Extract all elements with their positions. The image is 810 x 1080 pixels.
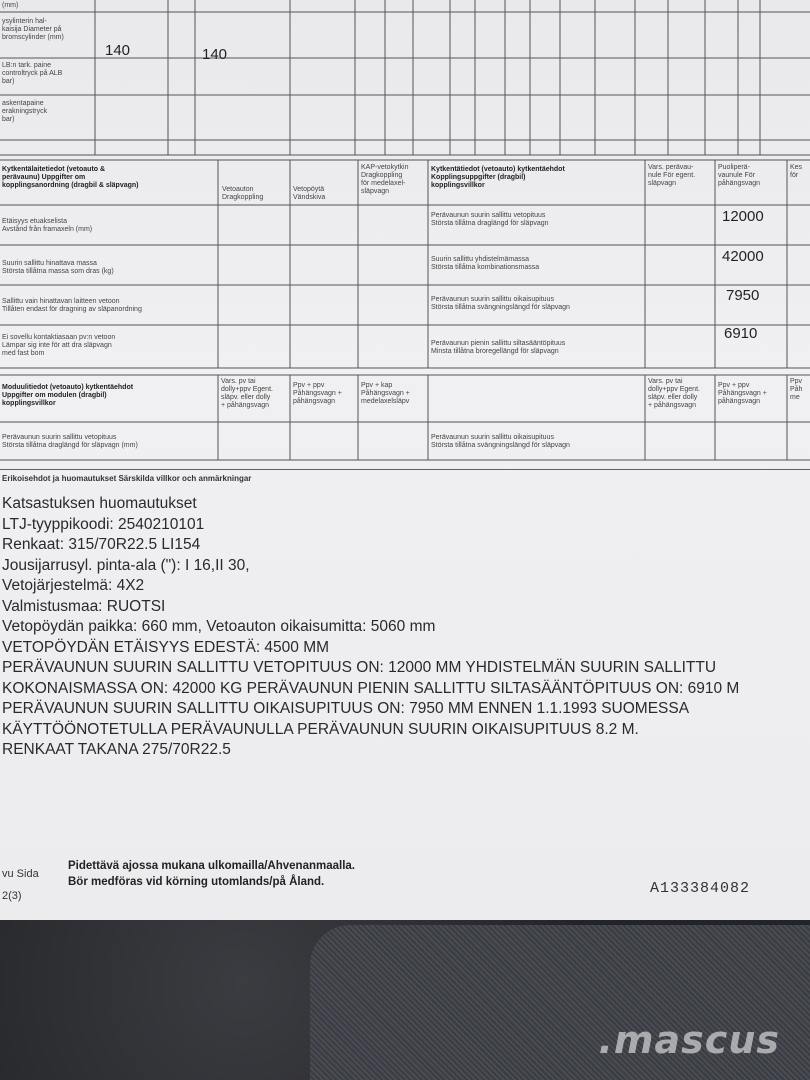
module-col-c: Ppv + kap Påhängsvagn + medelaxelsläpv (361, 382, 410, 405)
col-header-vetopyta: Vetopöytä Vändskiva (293, 186, 326, 201)
coupling-row-4-label: Ei sovellu kontaktiasaan pv:n vetoon Lämpar sig inte för att dra släpvagn med fast bom (2, 334, 116, 357)
col-header-veto: Vetoauton Dragkoppling (222, 186, 264, 201)
module-header-left: Moduulitiedot (vetoauto) kytkentäehdot Uppgifter om modulen (dragbil) kopplingsvillkor (2, 384, 134, 407)
max-combination-mass-value: 42000 (722, 248, 764, 265)
note-line: Renkaat: 315/70R22.5 LI154 (2, 536, 201, 553)
module-row-right-label: Perävaunun suurin sallittu oikaisupituus Största tillåtna svängningslängd för släpvagn (431, 434, 570, 449)
note-line: LTJ-tyyppikoodi: 2540210101 (2, 515, 205, 533)
note-line: PERÄVAUNUN SUURIN SALLITTU OIKAISUPITUUS ON: 7950 MM ENNEN 1.1.1993 SUOMESSA (2, 700, 690, 717)
note-line: RENKAAT TAKANA 275/70R22.5 (2, 741, 231, 758)
footer-line-fi: Pidettävä ajossa mukana ulkomailla/Ahvenanmaalla. (68, 860, 355, 872)
note-line: VETOPÖYDÄN ETÄISYYS EDESTÄ: 4500 MM (2, 638, 330, 656)
document-serial-number: A133384082 (650, 880, 751, 897)
note-line: KÄYTTÖÖNOTETULLA PERÄVAUNULLA PERÄVAUNUN SUURIN OIKAISUPITUUS 8.2 M. (2, 720, 639, 738)
note-line: Vetojärjestelmä: 4X2 (2, 577, 145, 594)
coupling-right-row-1-label: Perävaunun suurin sallittu vetopituus Största tillåtna draglängd för släpvagn (431, 212, 549, 227)
coupling-right-row-2-label: Suurin sallittu yhdistelmämassa Största tillåtna kombinationsmassa (431, 256, 540, 271)
module-col-a: Vars. pv tai dolly+ppv Egent. släpv. eller dolly + påhängsvagn (221, 378, 273, 409)
coupling-row-2-label: Suurin sallittu hinattava massa Största tillåtna massa som dras (kg) (2, 260, 114, 275)
diameter-value-1: 140 (105, 42, 131, 59)
note-line: KOKONAISMASSA ON: 42000 KG PERÄVAUNUN PIENIN SALLITTU SILTASÄÄNTÖPITUUS ON: 6910 M (2, 679, 740, 697)
module-col-f: Ppv Påh me (790, 378, 803, 401)
special-conditions-heading: Erikoisehdot ja huomautukset Särskilda villkor och anmärkningar (2, 474, 252, 483)
inspection-notes (2, 494, 810, 761)
col-header-vars: Vars. perävau- nule För egent. släpvagn (648, 164, 696, 187)
diameter-value-2: 140 (202, 46, 228, 63)
page-number: 2(3) (2, 890, 22, 902)
note-line: PERÄVAUNUN SUURIN SALLITTU VETOPITUUS ON: 12000 MM YHDISTELMÄN SUURIN SALLITTU (2, 659, 717, 676)
footer-line-sv: Bör medföras vid körning utomlands/på Åland. (68, 876, 325, 888)
min-bridge-rule-length-value: 6910 (724, 325, 758, 342)
coupling-row-1-label: Etäisyys etuakselista Avstånd från framaxeln (mm) (2, 218, 93, 233)
header-fragment: (mm) (2, 2, 19, 9)
col-header-kes: Kes för (790, 164, 803, 179)
page-label: vu Sida (2, 868, 39, 880)
max-straightening-length-value: 7950 (726, 287, 760, 304)
row-diameter-label: ysylinterin hal- kaisija Diameter på bromscylinder (mm) (2, 18, 64, 41)
module-col-b: Ppv + ppv Påhängsvagn + påhängsvagn (293, 382, 342, 405)
coupling-header-left: Kytkentälaitetiedot (vetoauto & perävaunu) Uppgifter om kopplingsanordning (dragbil & släpvagn) (2, 166, 139, 189)
watermark-logo: .mascus (598, 1018, 780, 1062)
coupling-row-3-label: Sallittu vain hinattavan laitteen vetoon Tillåten endast för dragning av släpanordning (2, 298, 142, 313)
note-line: Katsastuksen huomautukset (2, 495, 197, 512)
module-col-e: Ppv + ppv Påhängsvagn + påhängsvagn (718, 382, 767, 405)
module-col-d: Vars. pv tai dolly+ppv Egent. släpv. eller dolly + påhängsvagn (648, 378, 700, 409)
note-line: Vetopöydän paikka: 660 mm, Vetoauton oikaisumitta: 5060 mm (2, 618, 436, 635)
note-line: Valmistusmaa: RUOTSI (2, 597, 166, 615)
coupling-right-row-4-label: Perävaunun pienin sallittu siltasääntöpituus Minsta tillåtna broregellängd för släpvagn (431, 340, 566, 355)
module-row-left-label: Perävaunun suurin sallittu vetopituus Största tillåtna draglängd för släpvagn (mm) (2, 434, 138, 449)
max-draw-length-value: 12000 (722, 208, 764, 225)
row-alb-label: LB:n tark. paine controltryck på ALB bar) (2, 62, 63, 85)
note-line: Jousijarrusyl. pinta-ala ("): I 16,II 30, (2, 556, 250, 574)
row-coupling-pressure-label: askentapaine erakningstryck bar) (2, 100, 48, 123)
coupling-right-row-3-label: Perävaunun suurin sallittu oikaisupituus Största tillåtna svängningslängd för släpvagn (431, 296, 570, 311)
col-header-kap: KAP-vetokytkin Dragkoppling för medelaxel- släpvagn (361, 164, 409, 195)
col-header-puoli: Puoliperä- vaunule För påhängsvagn (718, 164, 761, 187)
coupling-header-right: Kytkentätiedot (vetoauto) kytkentäehdot Kopplingsuppgifter (dragbil) kopplingsvillkor (431, 166, 565, 189)
